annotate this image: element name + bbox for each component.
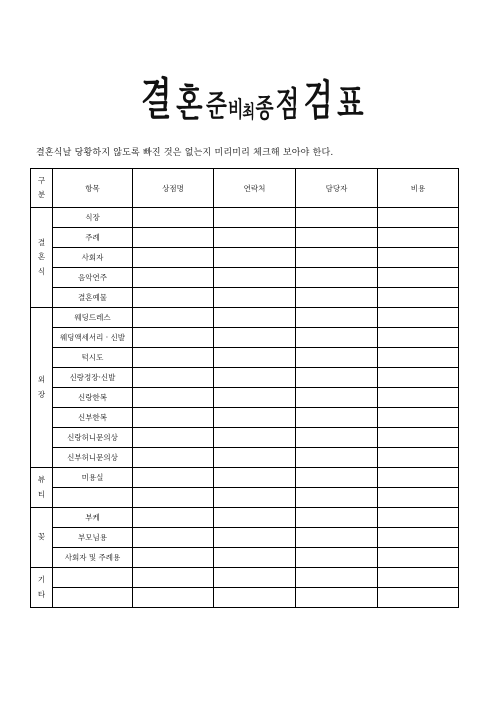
item-cell: 신랑허니문의상 <box>53 428 133 448</box>
store-name-cell[interactable] <box>133 548 214 568</box>
category-char: 티 <box>37 489 46 499</box>
store-name-cell[interactable] <box>133 428 214 448</box>
cost-cell[interactable] <box>378 528 459 548</box>
manager-cell[interactable] <box>296 348 378 368</box>
manager-cell[interactable] <box>296 428 378 448</box>
manager-cell[interactable] <box>296 288 378 308</box>
cost-cell[interactable] <box>378 328 459 348</box>
cost-cell[interactable] <box>378 268 459 288</box>
category-cell <box>31 468 53 508</box>
manager-cell[interactable] <box>296 268 378 288</box>
header-cost: 비용 <box>378 169 459 208</box>
contact-cell[interactable] <box>214 288 296 308</box>
cost-cell[interactable] <box>378 388 459 408</box>
item-cell: 주례 <box>53 228 133 248</box>
store-name-cell[interactable] <box>133 268 214 288</box>
cost-cell[interactable] <box>378 348 459 368</box>
cost-cell[interactable] <box>378 308 459 328</box>
title-char: 혼 <box>176 81 204 125</box>
title-letters <box>138 74 366 125</box>
cost-cell[interactable] <box>378 288 459 308</box>
contact-cell[interactable] <box>214 348 296 368</box>
store-name-cell[interactable] <box>133 228 214 248</box>
contact-cell[interactable] <box>214 268 296 288</box>
contact-cell[interactable] <box>214 488 296 508</box>
title-char: 종 <box>255 94 274 124</box>
title-char: 준 <box>206 89 228 124</box>
item-cell: 사회자 <box>53 248 133 268</box>
table-row <box>31 328 459 348</box>
item-cell: 신부허니문의상 <box>53 448 133 468</box>
table-row <box>31 448 459 468</box>
manager-cell[interactable] <box>296 448 378 468</box>
cost-cell[interactable] <box>378 368 459 388</box>
contact-cell[interactable] <box>214 308 296 328</box>
table-row <box>31 348 459 368</box>
cost-cell[interactable] <box>378 508 459 528</box>
item-cell: 부모님용 <box>53 528 133 548</box>
manager-cell[interactable] <box>296 388 378 408</box>
manager-cell[interactable] <box>296 228 378 248</box>
item-cell: 식장 <box>53 208 133 228</box>
manager-cell[interactable] <box>296 308 378 328</box>
title-char: 표 <box>337 81 364 125</box>
category-char: 외 <box>37 375 46 385</box>
item-cell: 턱시도 <box>53 348 133 368</box>
item-cell: 신랑한복 <box>53 388 133 408</box>
manager-cell[interactable] <box>296 468 378 488</box>
header-store-name: 상점명 <box>133 169 214 208</box>
manager-cell[interactable] <box>296 548 378 568</box>
cost-cell[interactable] <box>378 248 459 268</box>
store-name-cell[interactable] <box>133 568 214 588</box>
category-char: 뷰 <box>37 475 46 485</box>
item-cell: 결혼예물 <box>53 288 133 308</box>
store-name-cell[interactable] <box>133 208 214 228</box>
table-row <box>31 268 459 288</box>
table-row <box>31 288 459 308</box>
header-row <box>31 169 459 208</box>
contact-cell[interactable] <box>214 328 296 348</box>
contact-cell[interactable] <box>214 528 296 548</box>
title-char: 점 <box>275 85 300 125</box>
category-char: 꽃 <box>37 532 46 542</box>
table-row <box>31 488 459 508</box>
table-row <box>31 308 459 328</box>
contact-cell[interactable] <box>214 468 296 488</box>
category-char: 기 <box>37 575 46 585</box>
header-contact: 연락처 <box>214 169 296 208</box>
instruction-text: 결혼식날 당황하지 않도록 빠진 것은 없는지 미리미리 체크해 보아야 한다. <box>36 148 334 158</box>
cost-cell[interactable] <box>378 448 459 468</box>
cost-cell[interactable] <box>378 408 459 428</box>
cost-cell[interactable] <box>378 568 459 588</box>
table-row <box>31 468 459 488</box>
cost-cell[interactable] <box>378 468 459 488</box>
store-name-cell[interactable] <box>133 448 214 468</box>
category-char: 타 <box>37 589 46 599</box>
header-category <box>31 169 53 208</box>
contact-cell[interactable] <box>214 508 296 528</box>
item-cell: 음악연주 <box>53 268 133 288</box>
store-name-cell[interactable] <box>133 328 214 348</box>
cost-cell[interactable] <box>378 488 459 508</box>
cost-cell[interactable] <box>378 428 459 448</box>
header-category-char: 분 <box>37 190 46 199</box>
manager-cell[interactable] <box>296 568 378 588</box>
item-cell: 웨딩액세서리 · 신발 <box>53 328 133 348</box>
title-char: 검 <box>303 76 333 125</box>
cost-cell[interactable] <box>378 208 459 228</box>
item-cell: 사회자 및 주례용 <box>53 548 133 568</box>
contact-cell[interactable] <box>214 448 296 468</box>
contact-cell[interactable] <box>214 428 296 448</box>
table-row <box>31 548 459 568</box>
store-name-cell[interactable] <box>133 528 214 548</box>
category-char: 혼 <box>37 252 46 262</box>
checklist-table <box>30 168 459 608</box>
category-cell <box>31 508 53 568</box>
table-row <box>31 368 459 388</box>
category-char: 장 <box>37 389 46 399</box>
table-row <box>31 568 459 588</box>
item-cell: 신부한복 <box>53 408 133 428</box>
item-cell: 부케 <box>53 508 133 528</box>
item-cell <box>53 488 133 508</box>
category-cell <box>31 568 53 608</box>
checklist-body <box>31 208 459 608</box>
contact-cell[interactable] <box>214 388 296 408</box>
contact-cell[interactable] <box>214 248 296 268</box>
table-row <box>31 588 459 608</box>
contact-cell[interactable] <box>214 568 296 588</box>
cost-cell[interactable] <box>378 588 459 608</box>
manager-cell[interactable] <box>296 248 378 268</box>
table-row <box>31 228 459 248</box>
manager-cell[interactable] <box>296 488 378 508</box>
manager-cell[interactable] <box>296 508 378 528</box>
cost-cell[interactable] <box>378 548 459 568</box>
category-char: 결 <box>37 238 46 248</box>
item-cell <box>53 568 133 588</box>
header-manager: 담당자 <box>296 169 378 208</box>
store-name-cell[interactable] <box>133 388 214 408</box>
table-row <box>31 528 459 548</box>
title-char: 비 <box>228 98 244 123</box>
contact-cell[interactable] <box>214 208 296 228</box>
table-row <box>31 508 459 528</box>
manager-cell[interactable] <box>296 588 378 608</box>
table-row <box>31 248 459 268</box>
manager-cell[interactable] <box>296 368 378 388</box>
contact-cell[interactable] <box>214 228 296 248</box>
store-name-cell[interactable] <box>133 508 214 528</box>
manager-cell[interactable] <box>296 528 378 548</box>
header-category-char: 구 <box>37 175 46 185</box>
store-name-cell[interactable] <box>133 488 214 508</box>
store-name-cell[interactable] <box>133 308 214 328</box>
store-name-cell[interactable] <box>133 468 214 488</box>
manager-cell[interactable] <box>296 208 378 228</box>
table-row <box>31 208 459 228</box>
category-cell <box>31 208 53 308</box>
manager-cell[interactable] <box>296 408 378 428</box>
title-char: 최 <box>242 102 256 123</box>
item-cell <box>53 588 133 608</box>
item-cell: 미용실 <box>53 468 133 488</box>
store-name-cell[interactable] <box>133 368 214 388</box>
table-row <box>31 388 459 408</box>
item-cell: 신랑정장·신발 <box>53 368 133 388</box>
header-category-text <box>31 174 52 203</box>
store-name-cell[interactable] <box>133 348 214 368</box>
cost-cell[interactable] <box>378 228 459 248</box>
contact-cell[interactable] <box>214 368 296 388</box>
store-name-cell[interactable] <box>133 288 214 308</box>
contact-cell[interactable] <box>214 548 296 568</box>
contact-cell[interactable] <box>214 408 296 428</box>
header-item: 항목 <box>53 169 133 208</box>
manager-cell[interactable] <box>296 328 378 348</box>
store-name-cell[interactable] <box>133 588 214 608</box>
store-name-cell[interactable] <box>133 408 214 428</box>
category-cell <box>31 308 53 468</box>
contact-cell[interactable] <box>214 588 296 608</box>
page-title <box>0 55 504 145</box>
table-row <box>31 408 459 428</box>
category-char: 식 <box>37 266 46 276</box>
store-name-cell[interactable] <box>133 248 214 268</box>
item-cell: 웨딩드레스 <box>53 308 133 328</box>
table-row <box>31 428 459 448</box>
title-char: 결 <box>140 74 172 125</box>
